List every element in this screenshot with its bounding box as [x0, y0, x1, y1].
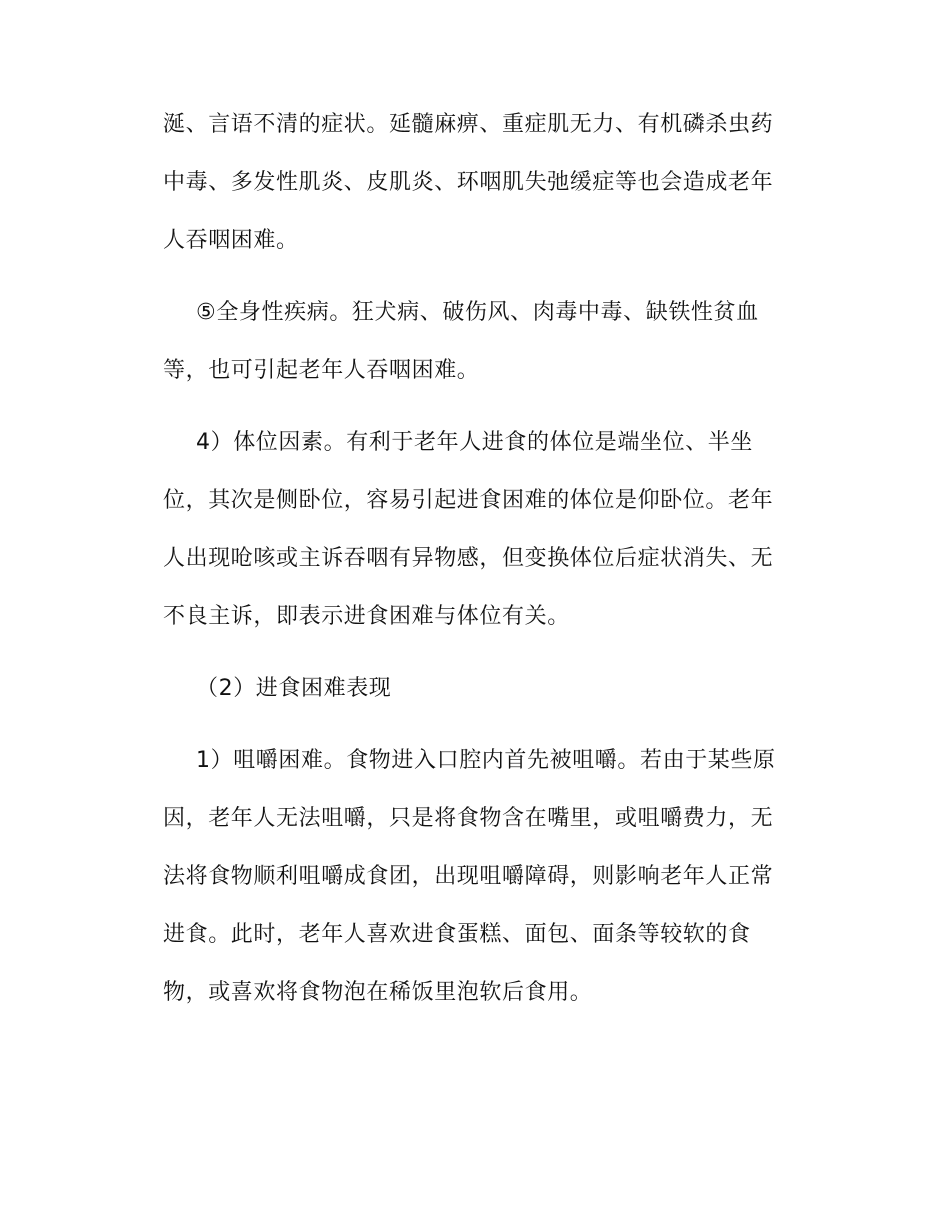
text-line: 因，老年人无法咀嚼，只是将食物含在嘴里，或咀嚼费力，无 [163, 806, 774, 831]
text-line: 人出现呛咳或主诉吞咽有异物感，但变换体位后症状消失、无 [163, 546, 774, 571]
text-line: 中毒、多发性肌炎、皮肌炎、环咽肌失弛缓症等也会造成老年 [163, 170, 774, 195]
text-line: 人吞咽困难。 [163, 228, 299, 253]
text-line: 等，也可引起老年人吞咽困难。 [163, 358, 480, 383]
text-line: 法将食物顺利咀嚼成食团，出现咀嚼障碍，则影响老年人正常 [163, 864, 774, 889]
paragraph-first-line: 1）咀嚼困难。食物进入口腔内首先被咀嚼。若由于某些原 [196, 748, 776, 773]
text-line: 进食。此时，老年人喜欢进食蛋糕、面包、面条等较软的食 [163, 922, 751, 947]
paragraph-first-line: 4）体位因素。有利于老年人进食的体位是端坐位、半坐 [196, 430, 753, 455]
paragraph-first-line: ⑤全身性疾病。狂犬病、破伤风、肉毒中毒、缺铁性贫血 [196, 300, 759, 325]
text-line: 位，其次是侧卧位，容易引起进食困难的体位是仰卧位。老年 [163, 488, 774, 513]
section-heading: （2）进食困难表现 [196, 676, 392, 701]
text-line: 涎、言语不清的症状。延髓麻痹、重症肌无力、有机磷杀虫药 [163, 112, 774, 137]
text-line: 不良主诉，即表示进食困难与体位有关。 [163, 604, 570, 629]
text-line: 物，或喜欢将食物泡在稀饭里泡软后食用。 [163, 980, 593, 1005]
